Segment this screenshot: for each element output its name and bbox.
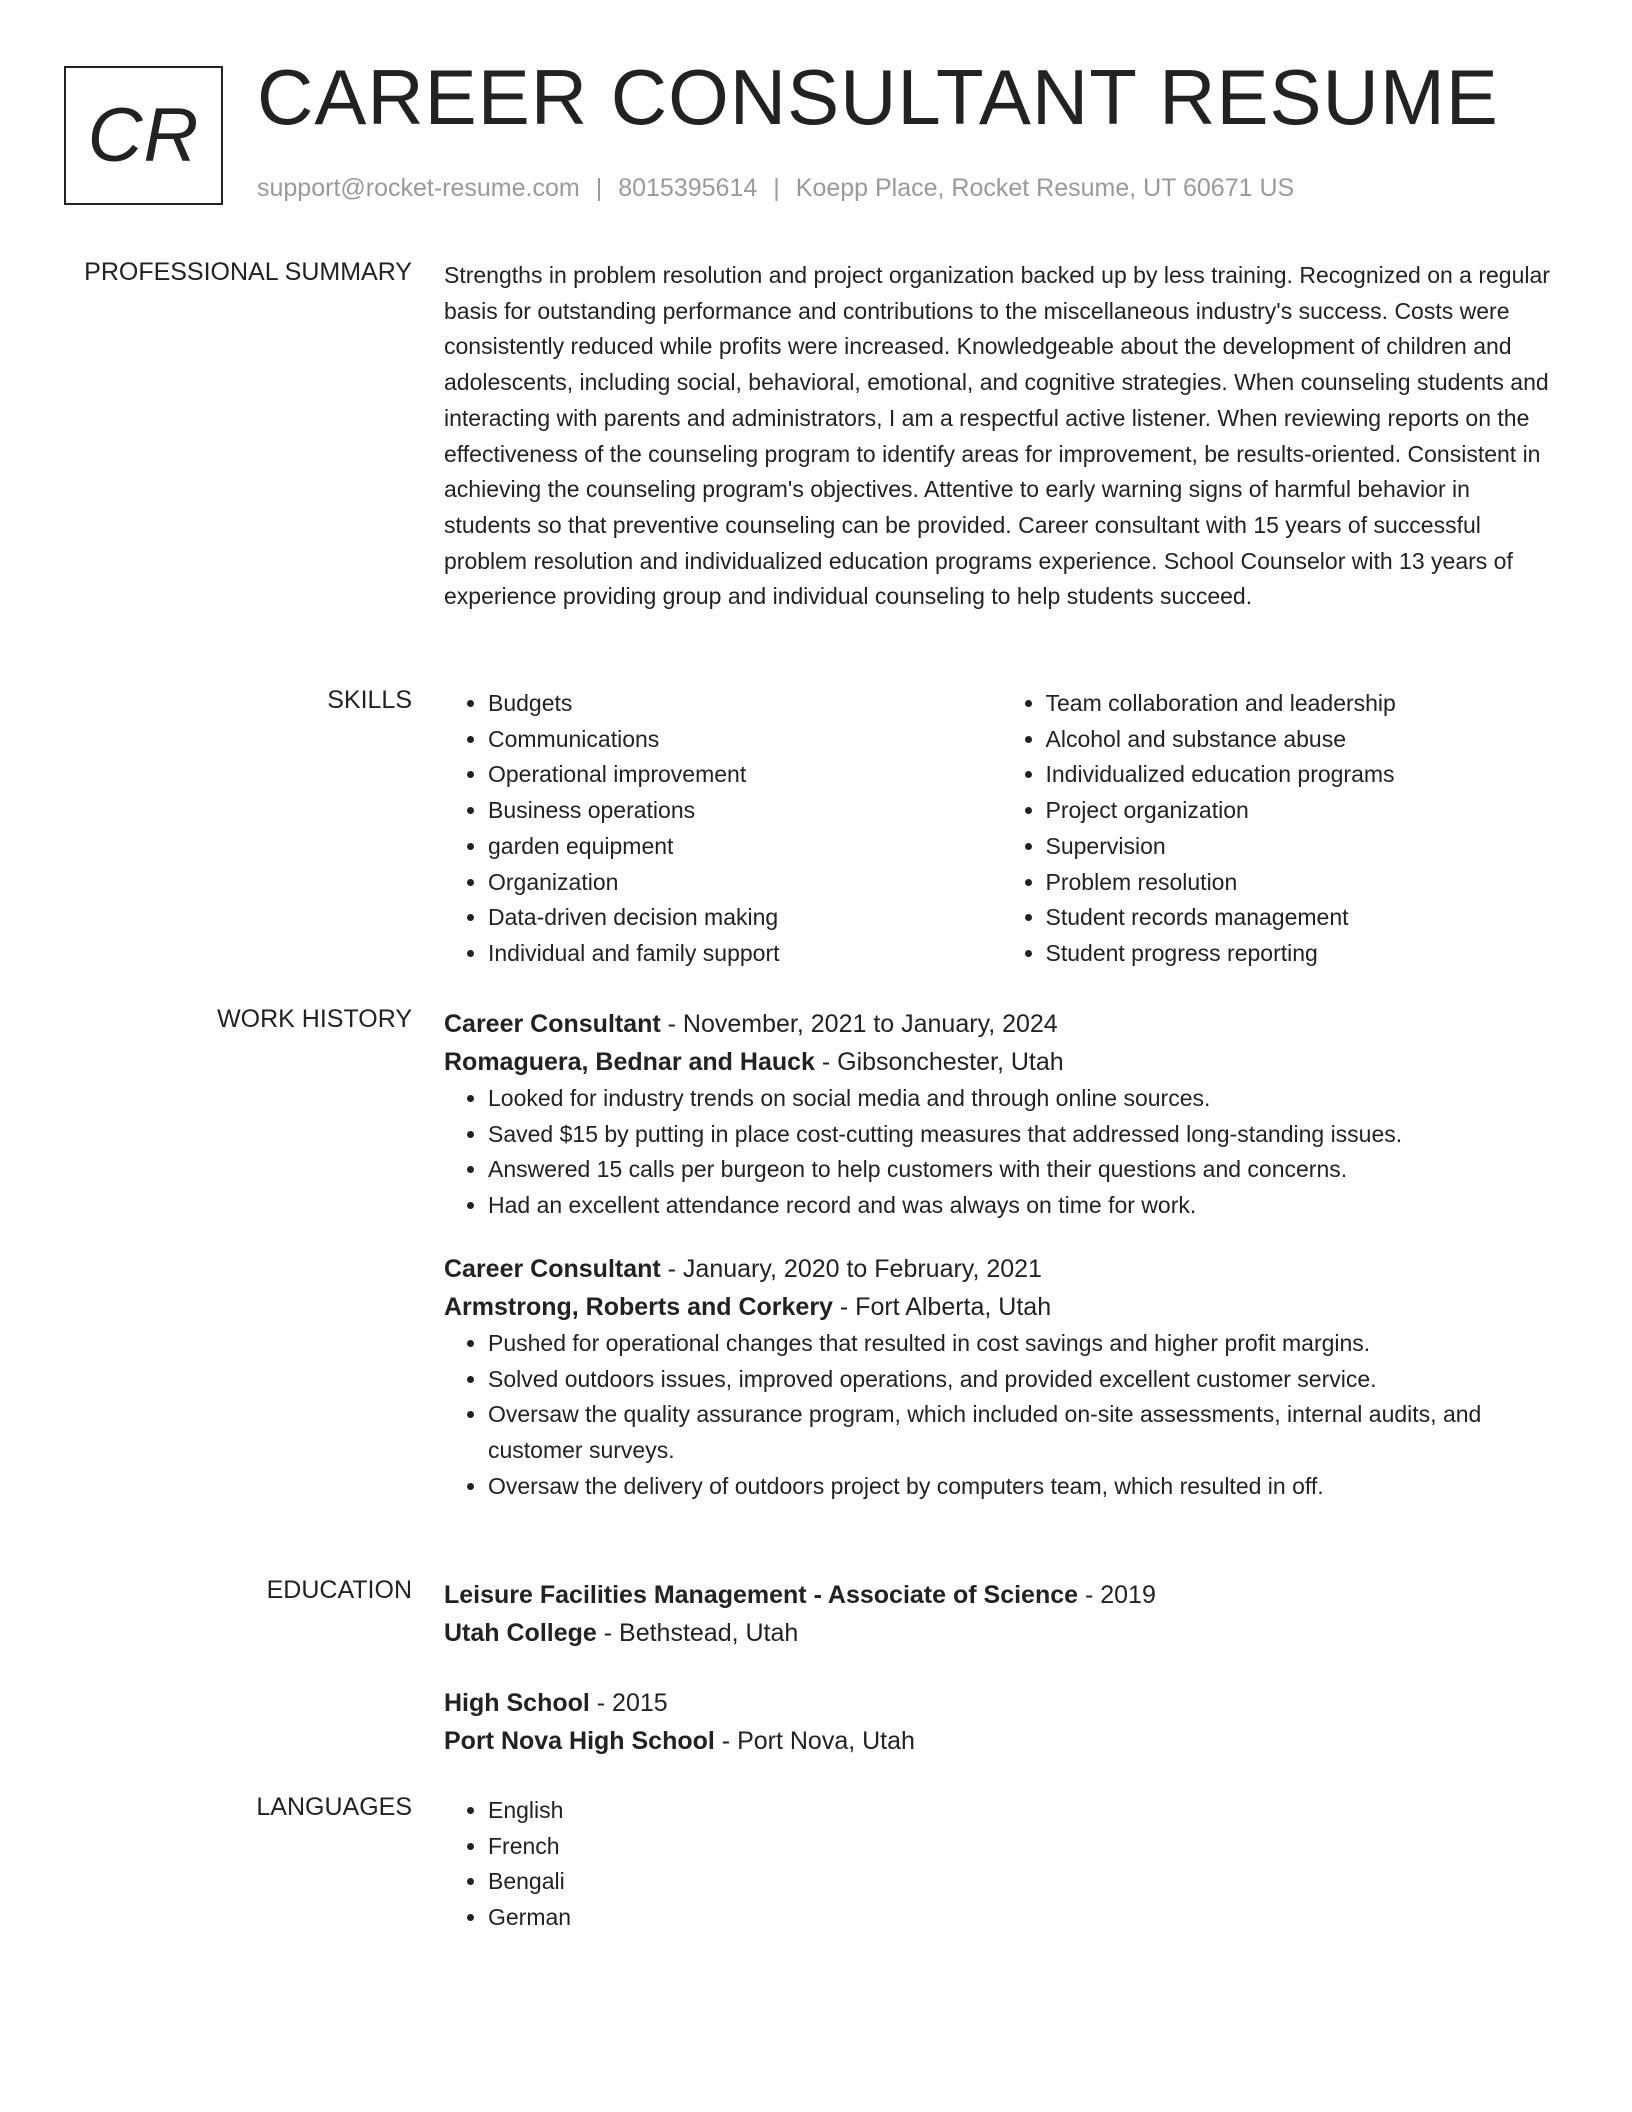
list-item: • German	[488, 1900, 1559, 1936]
list-item: • Student records management	[1046, 900, 1560, 936]
job-company: Romaguera, Bednar and Hauck	[444, 1048, 815, 1076]
list-item: • French	[488, 1829, 1559, 1865]
section-label-work-history: WORK HISTORY	[217, 1005, 412, 1033]
job-title: Career Consultant	[444, 1254, 661, 1283]
list-item: • Communications	[488, 722, 1002, 758]
contact-email[interactable]: support@rocket-resume.com	[257, 174, 580, 202]
list-item: • Operational improvement	[488, 757, 1002, 793]
list-item: • Problem resolution	[1046, 865, 1560, 901]
school-line	[444, 1722, 1559, 1760]
list-item: • Organization	[488, 865, 1002, 901]
school-name: Port Nova High School	[444, 1727, 715, 1755]
skills-list-right	[1002, 686, 1560, 972]
list-item: • Project organization	[1046, 793, 1560, 829]
list-item: • Oversaw the quality assurance program, which included on-site assessments, internal audits, and customer surveys.	[488, 1397, 1559, 1468]
job-entry	[444, 1250, 1559, 1505]
list-item: • Data-driven decision making	[488, 900, 1002, 936]
list-item: • Oversaw the delivery of outdoors project by computers team, which resulted in off.	[488, 1469, 1559, 1505]
list-item: • English	[488, 1793, 1559, 1829]
list-item: • Solved outdoors issues, improved operations, and provided excellent customer service.	[488, 1362, 1559, 1398]
monogram-badge	[64, 66, 223, 205]
list-item: • Individualized education programs	[1046, 757, 1560, 793]
list-item: • Bengali	[488, 1864, 1559, 1900]
job-location: - Fort Alberta, Utah	[832, 1292, 1052, 1321]
list-item: • Alcohol and substance abuse	[1046, 722, 1560, 758]
list-item: • Had an excellent attendance record and was always on time for work.	[488, 1188, 1559, 1224]
job-company-line	[444, 1288, 1559, 1326]
list-item: • Answered 15 calls per burgeon to help customers with their questions and concerns.	[488, 1152, 1559, 1188]
job-dates: - November, 2021 to January, 2024	[660, 1010, 1058, 1038]
school-name: Utah College	[444, 1619, 597, 1647]
list-item: • garden equipment	[488, 829, 1002, 865]
degree-year: - 2019	[1078, 1581, 1156, 1609]
job-bullets	[444, 1081, 1559, 1224]
list-item: • Pushed for operational changes that resulted in cost savings and higher profit margins.	[488, 1326, 1559, 1362]
monogram-initials: CR	[87, 93, 200, 178]
school-line	[444, 1614, 1559, 1652]
job-company: Armstrong, Roberts and Corkery	[444, 1292, 833, 1321]
list-item: • Team collaboration and leadership	[1046, 686, 1560, 722]
contact-line	[257, 174, 1294, 203]
job-title-line	[444, 1250, 1559, 1288]
education-content	[444, 1576, 1559, 1760]
school-location: - Bethstead, Utah	[596, 1619, 799, 1647]
job-bullets	[444, 1326, 1559, 1505]
section-label-languages: LANGUAGES	[256, 1793, 412, 1821]
contact-address: Koepp Place, Rocket Resume, UT 60671 US	[795, 174, 1295, 202]
degree-year: - 2015	[589, 1689, 668, 1717]
job-dates: - January, 2020 to February, 2021	[660, 1254, 1042, 1283]
skills-list-left	[444, 686, 1002, 972]
degree-line	[444, 1576, 1559, 1614]
list-item: • Supervision	[1046, 829, 1560, 865]
contact-separator: |	[595, 174, 603, 202]
section-label-skills: SKILLS	[327, 686, 412, 714]
languages-list	[444, 1793, 1559, 1936]
school-location: - Port Nova, Utah	[714, 1727, 915, 1755]
list-item: • Looked for industry trends on social media and through online sources.	[488, 1081, 1559, 1117]
degree-name: Leisure Facilities Management - Associate of Science	[444, 1581, 1079, 1609]
list-item: • Student progress reporting	[1046, 936, 1560, 972]
languages-content	[444, 1793, 1559, 1936]
education-entry	[444, 1576, 1559, 1652]
section-label-education: EDUCATION	[266, 1576, 412, 1604]
list-item: • Budgets	[488, 686, 1002, 722]
job-title: Career Consultant	[444, 1010, 661, 1038]
section-label-summary: PROFESSIONAL SUMMARY	[84, 258, 412, 286]
list-item: • Business operations	[488, 793, 1002, 829]
job-title-line	[444, 1005, 1559, 1043]
resume-title: CAREER CONSULTANT RESUME	[257, 53, 1499, 141]
list-item: • Saved $15 by putting in place cost-cutting measures that addressed long-standing issues.	[488, 1117, 1559, 1153]
summary-text: Strengths in problem resolution and project organization backed up by less training. Recognized on a regular basis for outstanding performance and contributions to the miscellaneous industry's success. Costs were consistently reduced while profits were increased. Knowledgeable about the development of children and adolescents, including social, behavioral, emotional, and cognitive strategies. When counseling students and interacting with parents and administrators, I am a respectful active listener. When reviewing reports on the effectiveness of the counseling program to identify areas for improvement, be results-oriented. Consistent in achieving the counseling program's objectives. Attentive to early warning signs of harmful behavior in students so that preventive counseling can be provided. Career consultant with 15 years of successful problem resolution and individualized education programs experience. School Counselor with 13 years of experience providing group and individual counseling to help students succeed.	[444, 262, 1550, 610]
skills-columns	[444, 686, 1559, 972]
contact-separator: |	[773, 174, 780, 202]
work-history-content	[444, 1005, 1559, 1504]
degree-name: High School	[444, 1689, 590, 1717]
contact-phone[interactable]: 8015395614	[618, 174, 758, 202]
list-item: • Individual and family support	[488, 936, 1002, 972]
education-entry	[444, 1684, 1559, 1760]
degree-line	[444, 1684, 1559, 1722]
job-entry	[444, 1005, 1559, 1224]
job-location: - Gibsonchester, Utah	[814, 1048, 1064, 1076]
job-company-line	[444, 1043, 1559, 1081]
